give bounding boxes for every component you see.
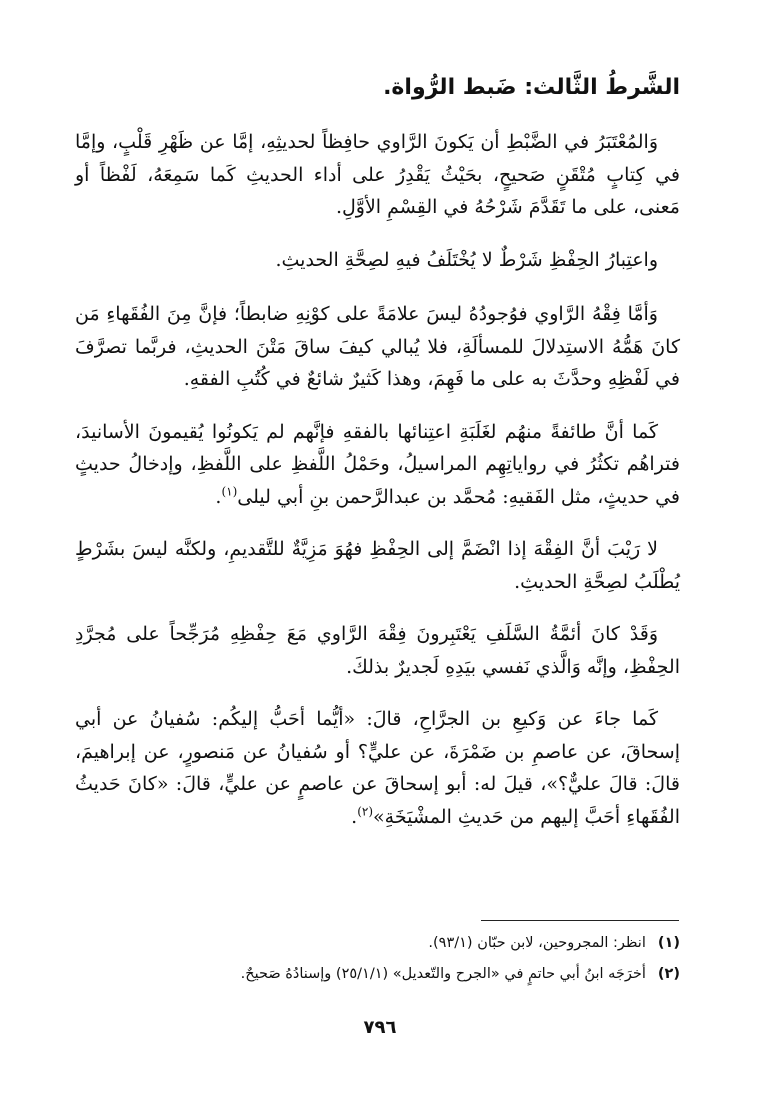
paragraph-dabt-definition: وَالمُعْتَبَرُ في الضَّبْطِ أن يَكونَ الرَّاوي حافِظاً لحديثِهِ، إمَّا عن ظَهْرِ قَلْبٍ، وإمَّا في كِتابٍ مُتْقَنٍ صَحيحٍ، بحَيْثُ يَقْدِرُ على أداء الحديثِ كَما سَمِعَهُ، لَفْظاً أو مَعنى، على ما تَقَدَّمَ شَرْحُهُ في القِسْمِ الأوَّلِ. [75, 131, 680, 218]
footnote-ref-1[interactable]: (١) [221, 484, 238, 499]
paragraph-salaf-preference: وَقَدْ كانَ أئمَّةُ السَّلَفِ يَعْتَبِرونَ فِقْهَ الرَّاوي مَعَ حِفْظِهِ مُرَجِّحاً على مُجرَّدِ الحِفْظِ، وإنَّه وَالَّذي نَفسي بيَدِهِ لَجديرٌ بذلكَ. [75, 623, 680, 678]
paragraph-fiqh-narrator: وَأمَّا فِقْهُ الرَّاوي فوُجودُهُ ليسَ علامَةً على كوْنِهِ ضابطاً؛ فإنَّ مِنَ الفُقَهاءِ مَن كانَ هَمُّهُ الاستِدلالَ للمسألَةِ، فلا يُبالي كيفَ ساقَ مَتْنَ الحديثِ، فربَّما تصرَّفَ في لَفْظِهِ وحدَّثَ به على ما فَهِمَ، وهذا كَثيرٌ شائعٌ في كُتُبِ الفقهِ. [75, 303, 680, 390]
section-heading: الشَّرطُ الثَّالث: ضَبط الرُّواة. [383, 75, 680, 100]
footnote-divider [481, 920, 679, 921]
footnote-text: انظر: المجروحين، لابن حبّان (٩٣/١). [428, 935, 646, 951]
paragraph-waki-report: كَما جاءَ عن وَكيعِ بن الجرَّاحِ، قالَ: «أيُّما أحَبُّ إليكُم: سُفيانُ عن أبي إسحاقَ، عن عاصمِ بن ضَمْرَةَ، عن عليٍّ؟ أو سُفيانُ عن مَنصورٍ، عن إبراهيمَ، قالَ: قالَ عليٌّ؟»، قيلَ له: أبو إسحاقَ عن عاصمٍ عن عليٍّ، قالَ: «كانَ حَديثُ الفُقَهاءِ أحَبَّ إليهم من حَديثِ المشْيَخَةِ»$^{(٢)}$. [75, 708, 680, 828]
footnote-item [75, 928, 680, 959]
footnote-number: (١) [657, 935, 680, 951]
paragraph-fuqaha-isnad: كَما أنَّ طائفةً منهُم لغَلَبَةِ اعتِنائها بالفقهِ فإنَّهم لم يَكونُوا يُقيمونَ الأسانيدَ، فتراهُم تكثُرُ في رواياتِهِم المراسيلُ، وحَمْلُ اللَّفظِ على اللَّفظِ، وإدخالُ حديثٍ في حديثٍ، مثل الفَقيهِ: مُحمَّد بن عبدالرَّحمن بنِ أبي ليلى$^{(١)}$. [75, 420, 680, 508]
page-number: ٧٩٦ [363, 1017, 397, 1038]
footnote-ref-2[interactable]: (٢) [357, 804, 374, 819]
footnotes [75, 928, 680, 990]
footnote-text: أخرَجَه ابنُ أبي حاتمٍ في «الجرح والتّعديل» (٢٥/١/١) وإسنادُهُ صَحيحٌ. [240, 966, 646, 982]
footnote-item [75, 959, 680, 990]
footnote-number: (٢) [657, 966, 680, 982]
paragraph-fiqh-merit: لا رَيْبَ أنَّ الفِقْهَ إذا انْضَمَّ إلى الحِفْظِ فهُوَ مَزِيَّةٌ للتَّقديمِ، ولكنَّه ليسَ بشَرْطٍ يُطْلَبُ لصِحَّةِ الحديثِ. [75, 538, 680, 593]
page-body [75, 68, 680, 853]
paragraph-hifz-condition: واعتِبارُ الحِفْظِ شَرْطٌ لا يُخْتَلَفُ فيهِ لصِحَّةِ الحديثِ. [275, 248, 658, 271]
